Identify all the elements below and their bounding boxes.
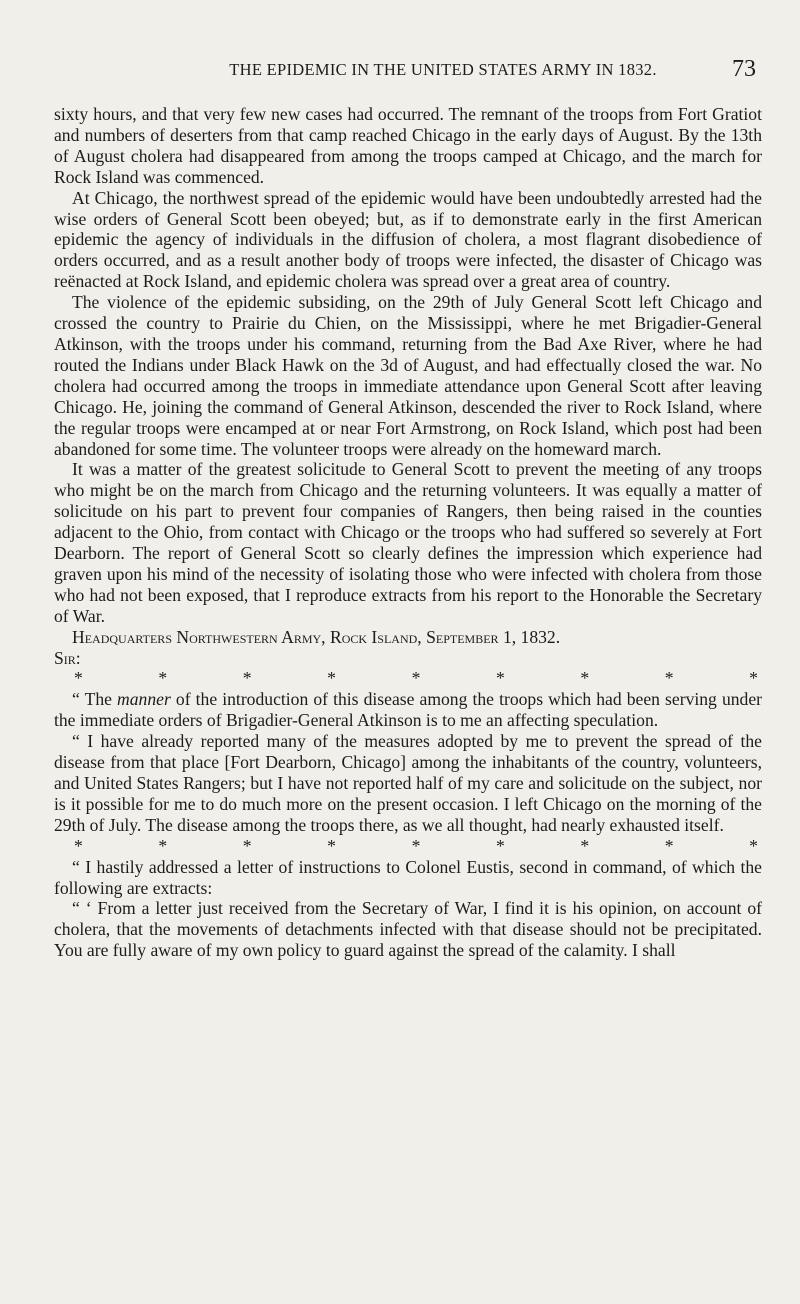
star: * <box>495 668 505 689</box>
ellipsis-stars <box>54 836 762 857</box>
quoted-paragraph: “ I have already reported many of the measures adopted by me to prevent the spread of the disease from that place [Fort Dearborn, Chicago] among the inhabitants of the country, volunteers, and United States Rangers; but I have not reported half of my care and solicitude on the subject, nor is it possible for me to do much more on the present occasion. I left Chicago on the morning of the 29th of July. The disease among the troops there, as we all thought, had nearly exhausted itself. <box>54 731 762 835</box>
star: * <box>495 835 505 856</box>
quote-open: “ The <box>72 689 118 710</box>
star: * <box>242 835 252 856</box>
star: * <box>158 835 168 856</box>
running-head: THE EPIDEMIC IN THE UNITED STATES ARMY IN 1832. <box>229 60 657 79</box>
star: * <box>327 668 336 689</box>
page-number: 73 <box>732 56 756 82</box>
paragraph: The violence of the epidemic subsiding, on the 29th of July General Scott left Chicago and crossed the country to Prairie du Chien, on the Mississippi, where he met Brigadier-General Atkinson, with the troops under his command, returning from the Bad Axe River, where he had routed the Indians under Black Hawk on the 3d of August, and had effectually closed the war. No cholera had occurred among the troops in immediate attendance upon General Scott after leaving Chicago. He, joining the command of General Atkinson, descended the river to Rock Island, where the regular troops were encamped at or near Fort Armstrong, on Rock Island, which post had been abandoned for some time. The volunteer troops were already on the homeward march. <box>54 292 762 459</box>
star: * <box>664 835 674 856</box>
star: * <box>74 668 83 689</box>
paragraph: At Chicago, the northwest spread of the epidemic would have been undoubtedly arrested had the wise orders of General Scott been obeyed; but, as if to demonstrate early in the first American epidemic the agency of individuals in the diffusion of cholera, a most flagrant disobedience of orders occurred, and as a result another body of troops were infected, the disaster of Chicago was reënacted at Rock Island, and epidemic cholera was spread over a great area of country. <box>54 187 762 292</box>
emphasis: manner <box>117 689 171 710</box>
star: * <box>664 668 674 689</box>
star: * <box>580 835 590 856</box>
quoted-paragraph: “ ‘ From a letter just received from the Secretary of War, I find it is his opinion, on account of cholera, that the movements of detachments infected with that disease should not be precipitated. You are fully aware of my own policy to guard against the spread of the calamity. I shall <box>54 898 762 961</box>
letter-salutation: Sir: <box>54 647 81 668</box>
quoted-paragraph: “ I hastily addressed a letter of instructions to Colonel Eustis, second in command, of which the following are extracts: <box>54 856 762 898</box>
star: * <box>411 668 421 689</box>
star: * <box>411 835 421 856</box>
quote-text: of the introduction of this disease among the troops which had been serving under the immediate orders of Brigadier-General Atkinson is to me an affecting speculation. <box>54 689 762 731</box>
paragraph: sixty hours, and that very few new cases had occurred. The remnant of the troops from Fort Gratiot and numbers of deserters from that camp reached Chicago in the early days of August. By the 13th of August cholera had disappeared from among the troops camped at Chicago, and the march for Rock Island was commenced. <box>54 104 762 187</box>
page-body <box>54 104 762 961</box>
letter-heading-text: Headquarters Northwestern Army, Rock Island, September 1, 1832. <box>72 626 561 647</box>
letter-heading <box>54 627 762 648</box>
quoted-paragraph <box>54 689 762 731</box>
star: * <box>74 835 83 856</box>
star: * <box>749 668 758 689</box>
page-header <box>90 56 756 90</box>
ellipsis-stars <box>54 668 762 689</box>
star: * <box>327 835 336 856</box>
paragraph: It was a matter of the greatest solicitude to General Scott to prevent the meeting of any troops who might be on the march from Chicago and the returning volunteers. It was equally a matter of solicitude on his part to prevent four companies of Rangers, then being raised in the counties adjacent to the Ohio, from contact with Chicago or the troops who had suffered so severely at Fort Dearborn. The report of General Scott so clearly defines the impression which experience had graven upon his mind of the necessity of isolating those who were infected with cholera from those who had not been exposed, that I reproduce extracts from his report to the Honorable the Secretary of War. <box>54 459 762 626</box>
star: * <box>242 668 252 689</box>
star: * <box>749 835 758 856</box>
star: * <box>580 668 590 689</box>
star: * <box>158 668 168 689</box>
